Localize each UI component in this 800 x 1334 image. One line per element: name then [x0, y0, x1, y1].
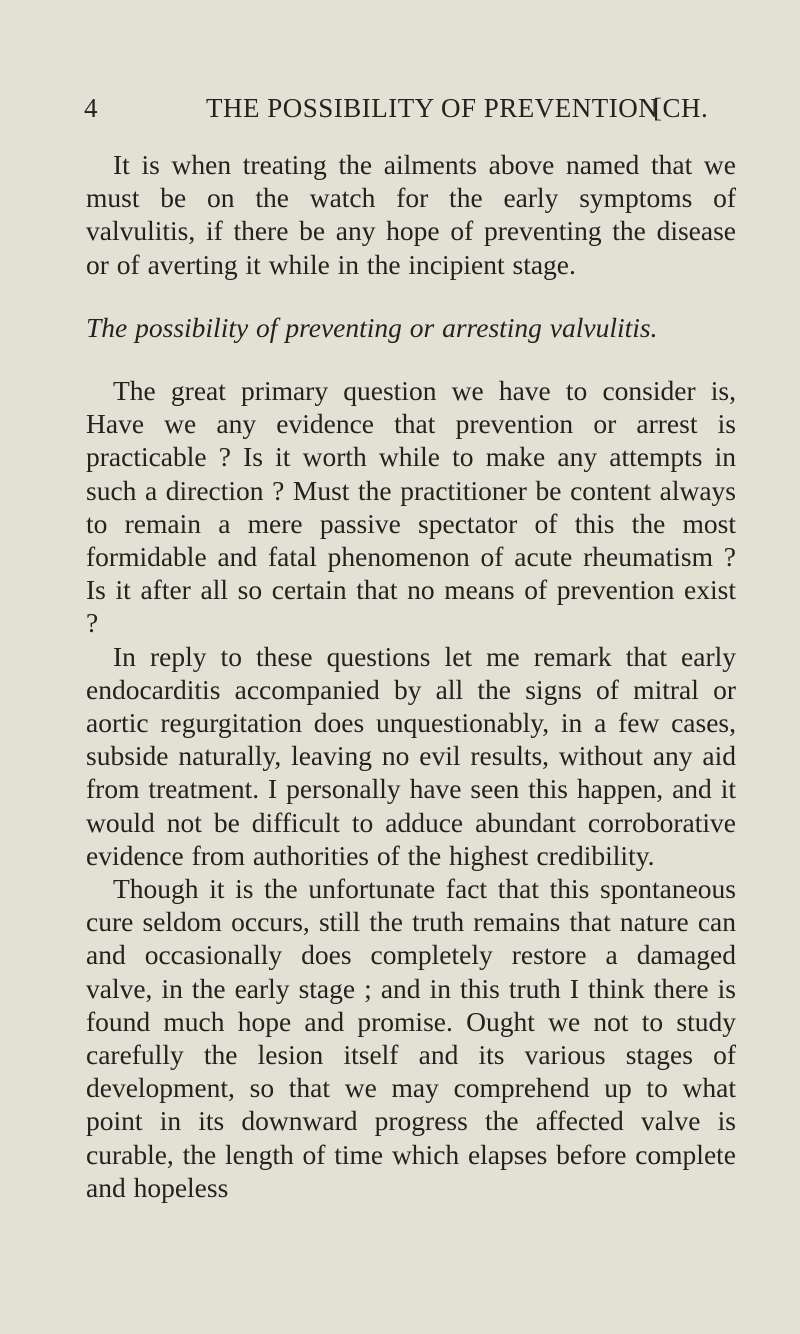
body-text: [86, 148, 736, 1204]
paragraph: The great primary question we have to consider is, Have we any evidence that prevention or arrest is practicable ? Is it worth while to make any attempts in such a direction ? Must the practitioner be content always to remain a mere passive spectator of this the most formidable and fatal phenomenon of acute rheumatism ? Is it after all so certain that no means of prevention exist ?: [86, 375, 736, 639]
paragraph: Though it is the unfortunate fact that this spontaneous cure seldom occurs, still the truth remains that nature can and occasionally does completely restore a damaged valve, in the early stage ; and in this truth I think there is found much hope and promise. Ought we not to study carefully the lesion itself and its various stages of development, so that we may comprehend up to what point in its downward progress the affected valve is curable, the length of time which elapses before complete and hopeless: [86, 873, 736, 1203]
running-title: THE POSSIBILITY OF PREVENTION: [206, 93, 659, 123]
running-head: [78, 93, 738, 133]
paragraph: It is when treating the ailments above named that we must be on the watch for the early symptoms of valvulitis, if there be any hope of preventing the disease or of averting it while in the incipient stage.: [86, 149, 736, 280]
page-number: 4: [84, 93, 98, 123]
paragraph: In reply to these questions let me remark that early endocarditis accompanied by all the signs of mitral or aortic regurgitation does unquestionably, in a few cases, subside naturally, leaving no evil results, without any aid from treatment. I personally have seen this happen, and it would not be difficult to adduce abundant corroborative evidence from authorities of the highest credibility.: [86, 640, 736, 871]
chapter-marker: [CH.: [653, 93, 709, 123]
section-heading: The possibility of preventing or arresting valvulitis.: [86, 311, 658, 343]
